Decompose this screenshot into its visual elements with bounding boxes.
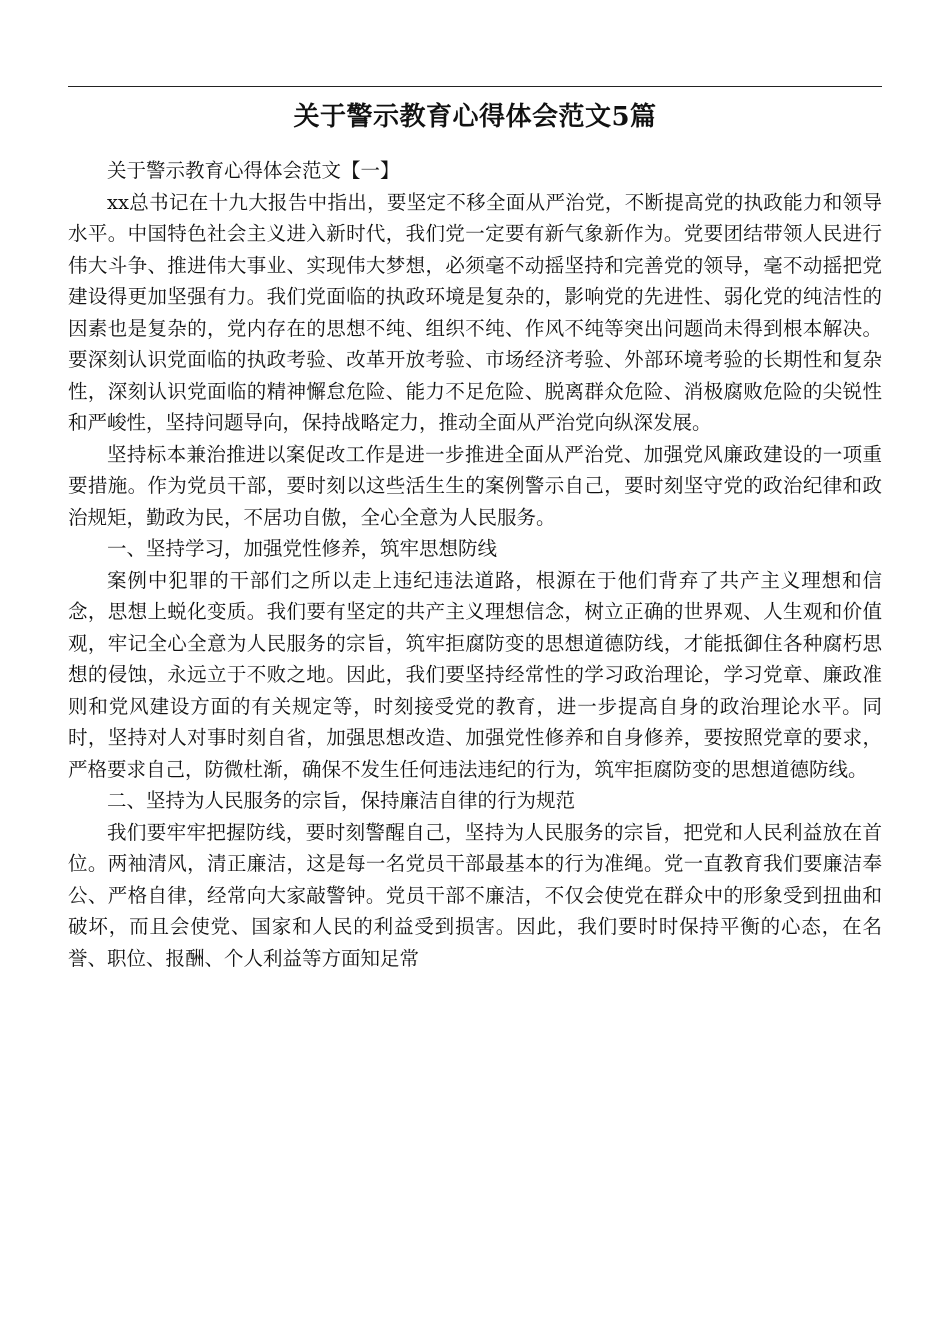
body-paragraph: 坚持标本兼治推进以案促改工作是进一步推进全面从严治党、加强党风廉政建设的一项重要措施。作为党员干部，要时刻以这些活生生的案例警示自己，要时刻坚守党的政治纪律和政治规矩，勤政为民，不居功自傲，全心全意为人民服务。 [68, 442, 882, 529]
body-paragraph: xx总书记在十九大报告中指出，要坚定不移全面从严治党，不断提高党的执政能力和领导水平。中国特色社会主义进入新时代，我们党一定要有新气象新作为。党要团结带领人民进行伟大斗争、推进伟大事业、实现伟大梦想，必须毫不动摇坚持和完善党的领导，毫不动摇把党建设得更加坚强有力。我们党面临的执政环境是复杂的，影响党的先进性、弱化党的纯洁性的因素也是复杂的，党内存在的思想不纯、组织不纯、作风不纯等突出问题尚未得到根本解决。要深刻认识党面临的执政考验、改革开放考验、市场经济考验、外部环境考验的长期性和复杂性，深刻认识党面临的精神懈怠危险、能力不足危险、脱离群众危险、消极腐败危险的尖锐性和严峻性，坚持问题导向，保持战略定力，推动全面从严治党向纵深发展。 [68, 190, 882, 434]
section-heading: 关于警示教育心得体会范文【一】 [107, 159, 400, 182]
header-rule [68, 86, 882, 87]
subsection-heading: 一、坚持学习，加强党性修养，筑牢思想防线 [107, 537, 498, 560]
document-body [68, 155, 882, 974]
subsection-heading: 二、坚持为人民服务的宗旨，保持廉洁自律的行为规范 [107, 789, 576, 812]
document-page [68, 0, 882, 1344]
body-paragraph: 案例中犯罪的干部们之所以走上违纪违法道路，根源在于他们背弃了共产主义理想和信念，思想上蜕化变质。我们要有坚定的共产主义理想信念，树立正确的世界观、人生观和价值观，牢记全心全意为人民服务的宗旨，筑牢拒腐防变的思想道德防线，才能抵御住各种腐朽思想的侵蚀，永远立于不败之地。因此，我们要坚持经常性的学习政治理论，学习党章、廉政准则和党风建设方面的有关规定等，时刻接受党的教育，进一步提高自身的政治理论水平。同时，坚持对人对事时刻自省，加强思想改造、加强党性修养和自身修养，要按照党章的要求，严格要求自己，防微杜渐，确保不发生任何违法违纪的行为，筑牢拒腐防变的思想道德防线。 [68, 568, 882, 781]
document-title: 关于警示教育心得体会范文5篇 [293, 102, 657, 132]
body-paragraph: 我们要牢牢把握防线，要时刻警醒自己，坚持为人民服务的宗旨，把党和人民利益放在首位。两袖清风，清正廉洁，这是每一名党员干部最基本的行为准绳。党一直教育我们要廉洁奉公、严格自律，经常向大家敲警钟。党员干部不廉洁，不仅会使党在群众中的形象受到扭曲和破坏，而且会使党、国家和人民的利益受到损害。因此，我们要时时保持平衡的心态，在名誉、职位、报酬、个人利益等方面知足常 [68, 820, 882, 970]
